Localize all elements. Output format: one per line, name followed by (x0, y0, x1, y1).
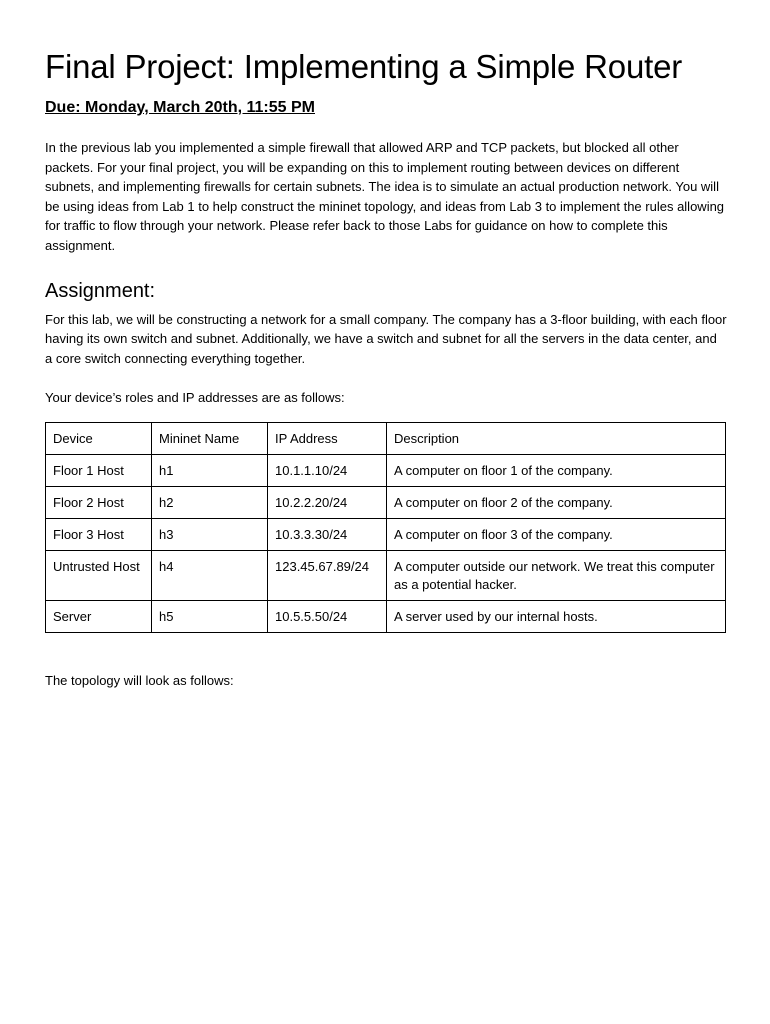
table-header-cell: Device (46, 422, 152, 454)
table-header-cell: Mininet Name (152, 422, 268, 454)
table-cell: h1 (152, 454, 268, 486)
table-cell: h4 (152, 550, 268, 600)
table-cell: A computer on floor 2 of the company. (387, 486, 726, 518)
table-cell: A computer outside our network. We treat this computer as a potential hacker. (387, 550, 726, 600)
table-cell: A server used by our internal hosts. (387, 600, 726, 632)
due-date: Due: Monday, March 20th, 11:55 PM (45, 99, 315, 116)
table-cell: Floor 2 Host (46, 486, 152, 518)
table-row (46, 550, 726, 600)
table-cell: h3 (152, 518, 268, 550)
table-header-cell: Description (387, 422, 726, 454)
page-title: Final Project: Implementing a Simple Router (45, 48, 683, 85)
table-cell: Floor 1 Host (46, 454, 152, 486)
document-content (45, 47, 727, 691)
table-cell: Floor 3 Host (46, 518, 152, 550)
intro-paragraph: In the previous lab you implemented a simple firewall that allowed ARP and TCP packets, but blocked all other packets. For your final project, you will be expanding on this to implement routing between devices on different subnets, and implementing firewalls for certain subnets. The idea is to simulate an actual production network. You will be using ideas from Lab 1 to help construct the mininet topology, and ideas from Lab 3 to implement the rules allowing for traffic to flow through your network. Please refer back to those Labs for guidance on how to complete this assignment. (45, 140, 725, 253)
assignment-paragraph: For this lab, we will be constructing a network for a small company. The company has a 3-floor building, with each floor having its own switch and subnet. Additionally, we have a switch and subnet for all the servers in the data center, and a core switch connecting everything together. (45, 311, 727, 366)
table-header-cell: IP Address (268, 422, 387, 454)
table-header-row (46, 422, 726, 454)
table-cell: A computer on floor 1 of the company. (387, 454, 726, 486)
devices-table (45, 422, 726, 633)
table-cell: h2 (152, 486, 268, 518)
table-row (46, 518, 726, 550)
assignment-heading: Assignment: (45, 279, 156, 302)
table-cell: Untrusted Host (46, 550, 152, 600)
table-cell: h5 (152, 600, 268, 632)
roles-paragraph: Your device’s roles and IP addresses are as follows: (45, 390, 345, 406)
table-row (46, 486, 726, 518)
table-cell: A computer on floor 3 of the company. (387, 518, 726, 550)
table-cell: Server (46, 600, 152, 632)
table-cell: 123.45.67.89/24 (268, 550, 387, 600)
table-cell: 10.2.2.20/24 (268, 486, 387, 518)
table-row (46, 454, 726, 486)
table-row (46, 600, 726, 632)
topology-paragraph: The topology will look as follows: (45, 672, 234, 688)
table-cell: 10.5.5.50/24 (268, 600, 387, 632)
table-cell: 10.1.1.10/24 (268, 454, 387, 486)
table-cell: 10.3.3.30/24 (268, 518, 387, 550)
